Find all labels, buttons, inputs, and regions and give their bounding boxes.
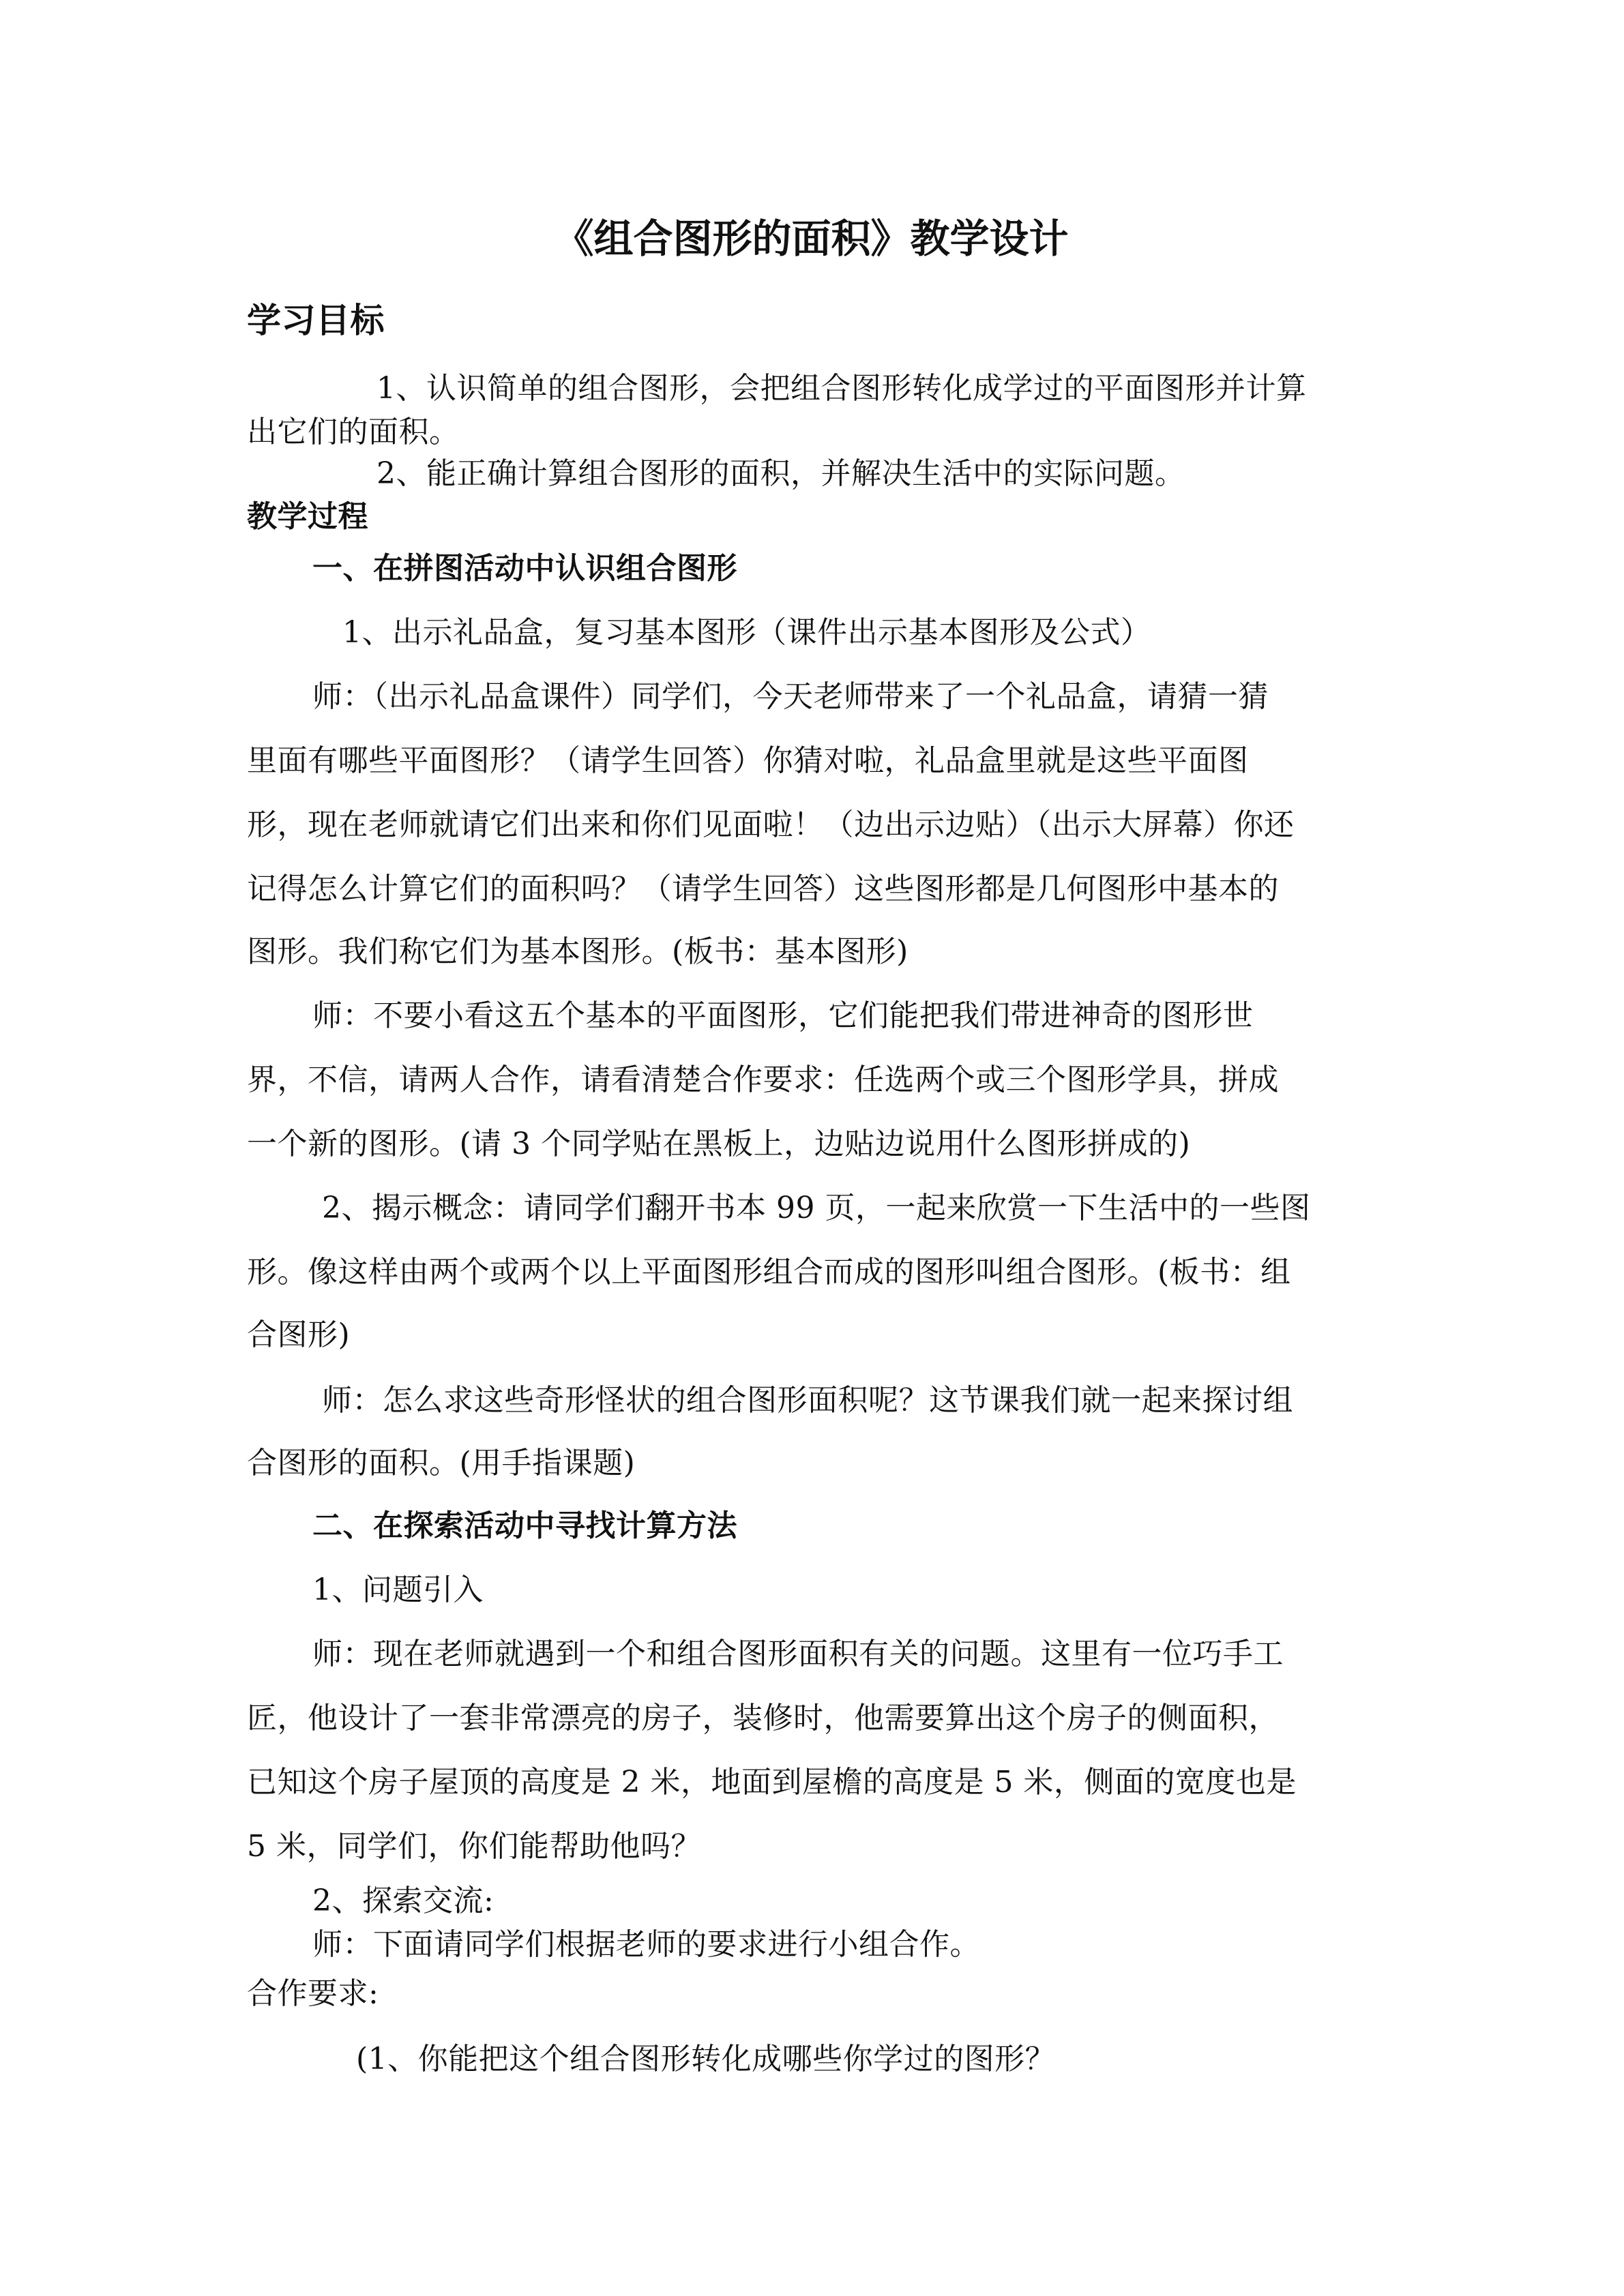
paragraph-4-line-2: 合图形的面积。(用手指课题) (247, 1446, 636, 1480)
paragraph-3-line-1: 2、揭示概念：请同学们翻开书本 99 页，一起来欣赏一下生活中的一些图 (322, 1191, 1311, 1225)
section-1-item-1: 1、出示礼品盒，复习基本图形（课件出示基本图形及公式） (342, 615, 1151, 650)
paragraph-5-line-1: 师：现在老师就遇到一个和组合图形面积有关的问题。这里有一位巧手工 (312, 1637, 1284, 1671)
section-2-item-2: 2、探索交流: (312, 1883, 494, 1918)
requirement-1: (1、你能把这个组合图形转化成哪些你学过的图形？ (356, 2042, 1056, 2076)
section-1-heading: 一、在拼图活动中认识组合图形 (312, 551, 737, 586)
section-2-heading: 二、在探索活动中寻找计算方法 (312, 1508, 737, 1543)
paragraph-4-line-1: 师：怎么求这些奇形怪状的组合图形面积呢？这节课我们就一起来探讨组 (322, 1383, 1293, 1418)
paragraph-1-line-3: 形，现在老师就请它们出来和你们见面啦！（边出示边贴）（出示大屏幕）你还 (247, 807, 1295, 842)
paragraph-1-line-4: 记得怎么计算它们的面积吗？（请学生回答）这些图形都是几何图形中基本的 (247, 871, 1279, 906)
paragraph-6: 师：下面请同学们根据老师的要求进行小组合作。 (312, 1927, 980, 1962)
paragraph-1-line-2: 里面有哪些平面图形？（请学生回答）你猜对啦，礼品盒里就是这些平面图 (247, 743, 1249, 778)
objectives-heading: 学习目标 (247, 301, 385, 340)
paragraph-5-line-4: 5 米，同学们，你们能帮助他吗？ (247, 1829, 701, 1864)
document-title: 《组合图形的面积》教学设计 (554, 215, 1069, 262)
paragraph-2-line-3: 一个新的图形。(请 3 个同学贴在黑板上，边贴边说用什么图形拼成的) (247, 1127, 1191, 1161)
paragraph-3-line-2: 形。像这样由两个或两个以上平面图形组合而成的图形叫组合图形。(板书：组 (247, 1255, 1291, 1289)
section-2-item-1: 1、问题引入 (312, 1572, 484, 1607)
objective-1-line-1: 1、认识简单的组合图形，会把组合图形转化成学过的平面图形并计算 (377, 371, 1307, 406)
objective-1-line-2: 出它们的面积。 (247, 415, 460, 449)
paragraph-1-line-1: 师：（出示礼品盒课件）同学们，今天老师带来了一个礼品盒，请猜一猜 (312, 679, 1269, 714)
process-heading: 教学过程 (247, 499, 368, 534)
paragraph-2-line-1: 师：不要小看这五个基本的平面图形，它们能把我们带进神奇的图形世 (312, 998, 1254, 1033)
paragraph-2-line-2: 界，不信，请两人合作，请看清楚合作要求：任选两个或三个图形学具，拼成 (247, 1062, 1279, 1097)
paragraph-5-line-3: 已知这个房子屋顶的高度是 2 米，地面到屋檐的高度是 5 米，侧面的宽度也是 (247, 1765, 1297, 1800)
paragraph-1-line-5: 图形。我们称它们为基本图形。(板书：基本图形) (247, 934, 909, 969)
paragraph-5-line-2: 匠，他设计了一套非常漂亮的房子，装修时，他需要算出这个房子的侧面积， (247, 1701, 1279, 1735)
objective-2: 2、能正确计算组合图形的面积，并解决生活中的实际问题。 (377, 456, 1185, 491)
cooperation-label: 合作要求: (247, 1976, 379, 2011)
paragraph-3-line-3: 合图形) (247, 1317, 351, 1352)
